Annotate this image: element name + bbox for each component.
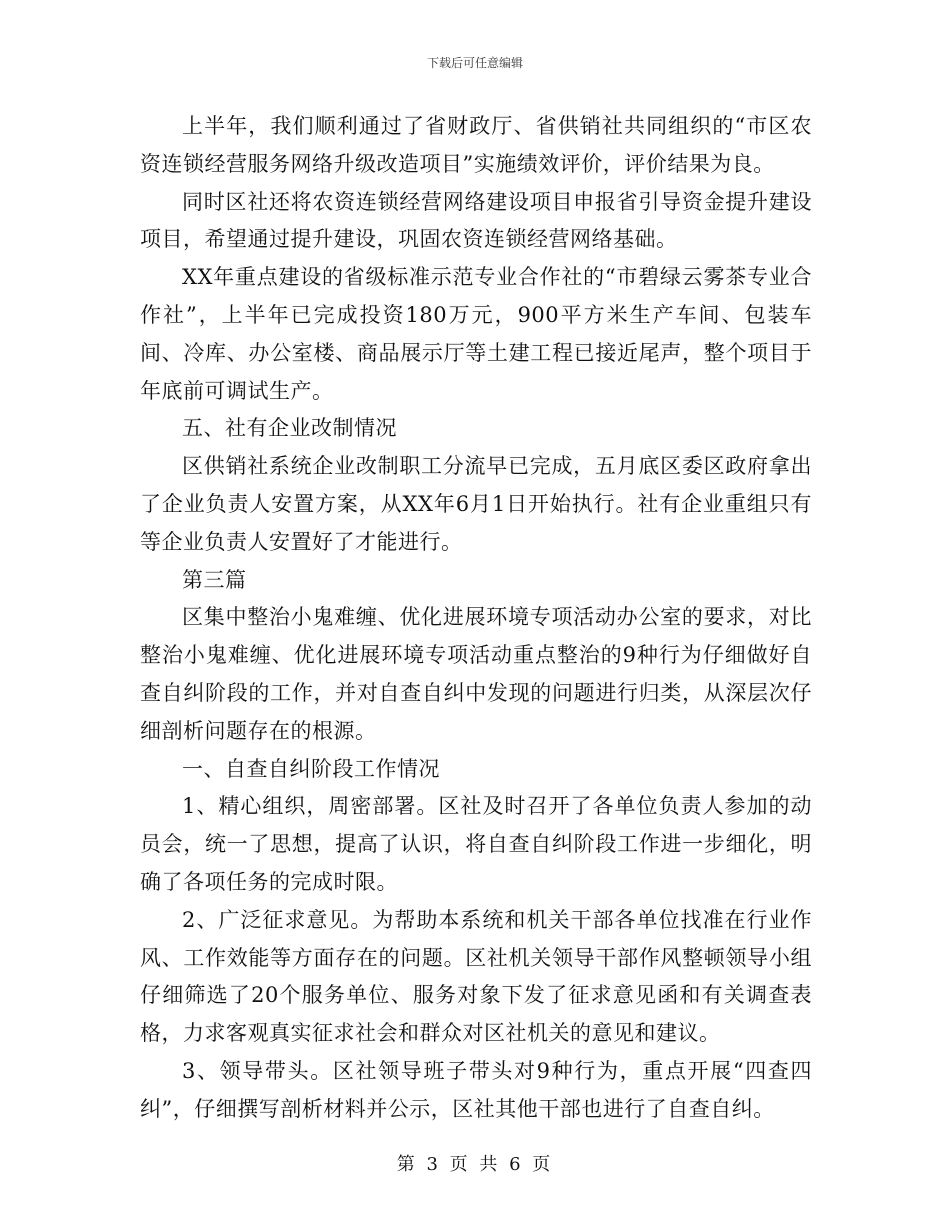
page-footer: 第 3 页 共 6 页: [396, 1154, 554, 1175]
section-heading-enterprise-reform: 五、社有企业改制情况: [182, 416, 397, 441]
paragraph-item-3: 3、领导带头。区社领导班子带头对9种行为，重点开展“四查四纠”，仔细撰写剖析材料并公示，区社其他干部也进行了自查自纠。: [140, 1058, 812, 1121]
paragraph-enterprise-reform: 区供销社系统企业改制职工分流早已完成，五月底区委区政府拿出了企业负责人安置方案，从XX年6月1日开始执行。社有企业重组只有等企业负责人安置好了才能进行。: [140, 454, 812, 554]
paragraph-performance-evaluation: 上半年，我们顺利通过了省财政厅、省供销社共同组织的“市区农资连锁经营服务网络升级改造项目”实施绩效评价，评价结果为良。: [140, 114, 812, 176]
paragraph-cooperative: XX年重点建设的省级标准示范专业合作社的“市碧绿云雾茶专业合作社”，上半年已完成投资180万元，900平方米生产车间、包装车间、冷库、办公室楼、商品展示厅等土建工程已接近尾声，整个项目于年底前可调试生产。: [140, 265, 812, 403]
page-header: 下载后可任意编辑: [426, 56, 523, 70]
paragraph-item-2: 2、广泛征求意见。为帮助本系统和机关干部各单位找准在行业作风、工作效能等方面存在的问题。区社机关领导干部作风整顿领导小组仔细筛选了20个服务单位、服务对象下发了征求意见函和有关调查表格，力求客观真实征求社会和群众对区社机关的意见和建议。: [140, 907, 812, 1046]
section-heading-self-inspection: 一、自查自纠阶段工作情况: [182, 756, 440, 781]
paragraph-network-project: 同时区社还将农资连锁经营网络建设项目申报省引导资金提升建设项目，希望通过提升建设，巩固农资连锁经营网络基础。: [140, 189, 812, 252]
paragraph-rectification-intro: 区集中整治小鬼难缠、优化进展环境专项活动办公室的要求，对比整治小鬼难缠、优化进展环境专项活动重点整治的9种行为仔细做好自查自纠阶段的工作，并对自查自纠中发现的问题进行归类，从深层次仔细剖析问题存在的根源。: [140, 605, 812, 743]
document-body: [140, 108, 812, 1129]
section-heading-part-three: 第三篇: [182, 567, 247, 592]
paragraph-item-1: 1、精心组织，周密部署。区社及时召开了各单位负责人参加的动员会，统一了思想，提高了认识，将自查自纠阶段工作进一步细化，明确了各项任务的完成时限。: [140, 794, 812, 894]
